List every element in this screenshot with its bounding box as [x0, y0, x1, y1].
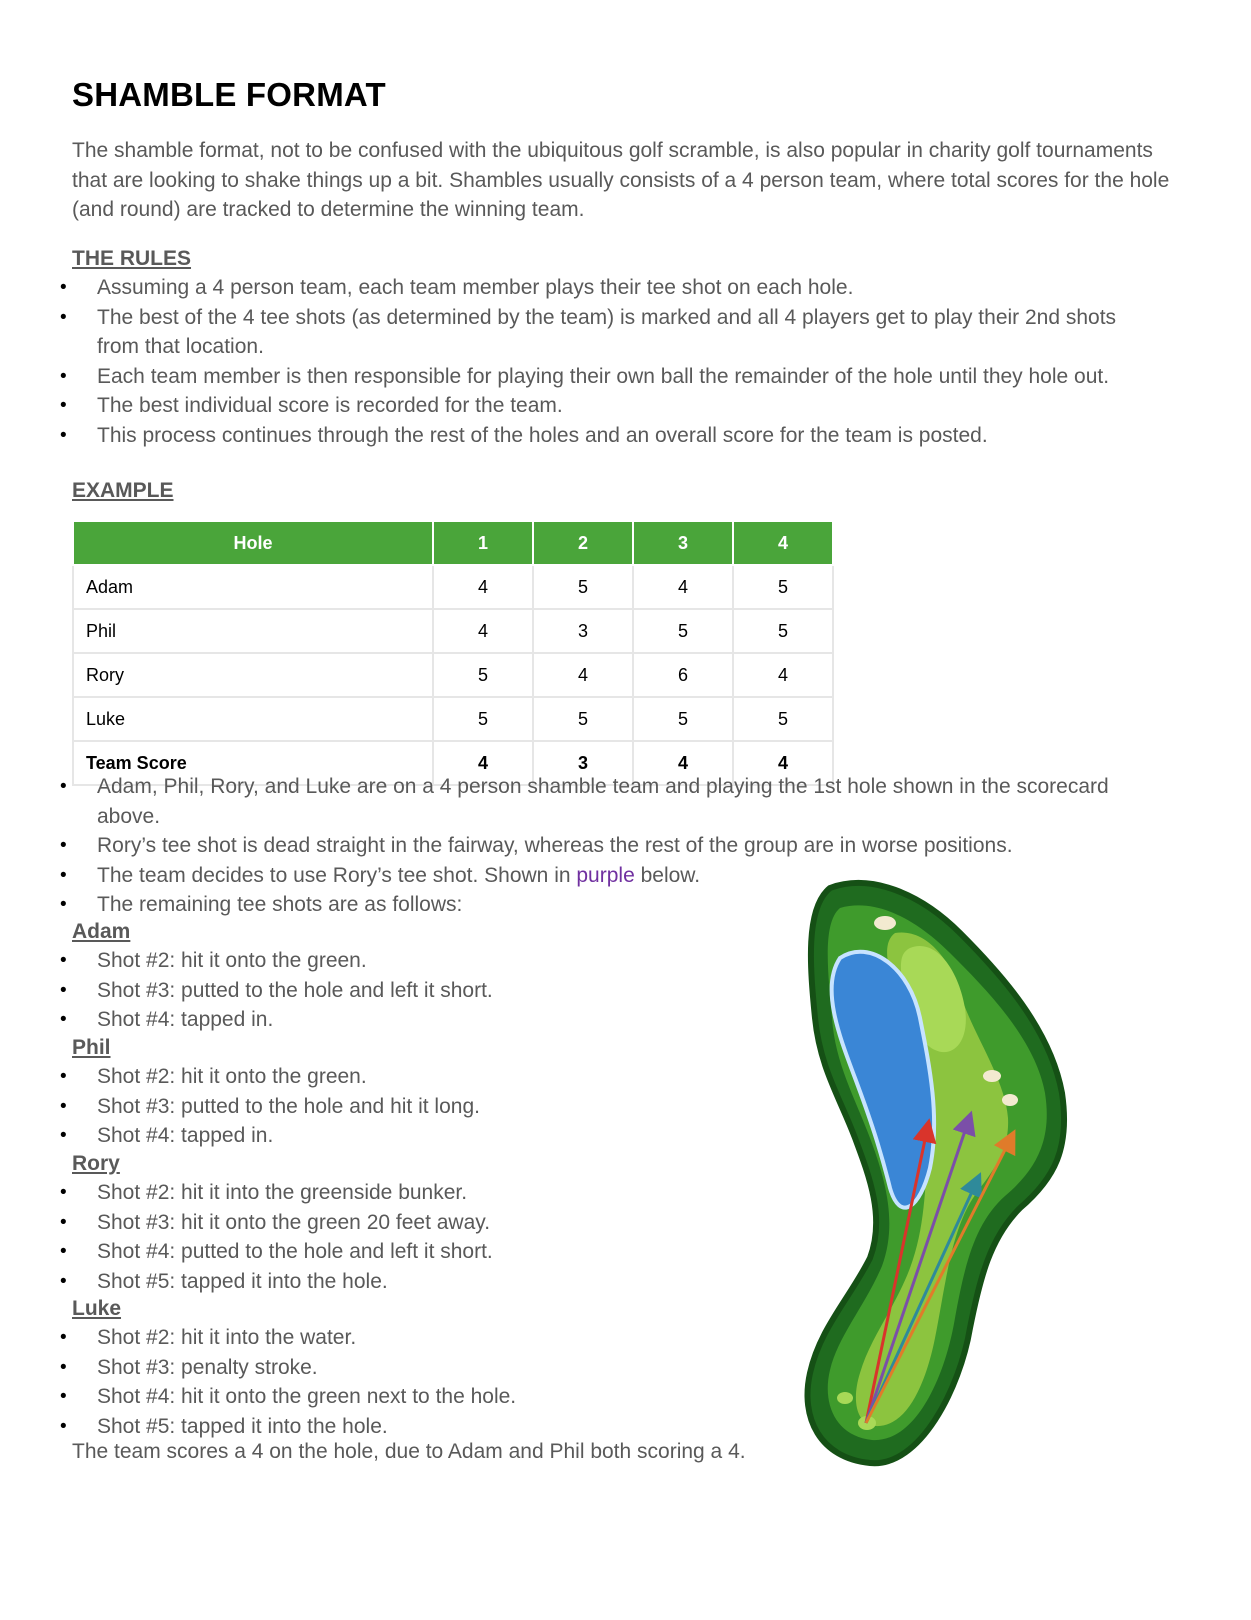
player-heading-luke: Luke: [72, 1297, 122, 1320]
list-item: • The best of the 4 tee shots (as determined by the team) is marked and all 4 players get to play their 2nd shots from that location.: [72, 303, 1162, 362]
header-hole-3: 3: [633, 521, 733, 565]
score-cell: 3: [533, 609, 633, 653]
list-item: • Shot #5: tapped it into the hole.: [72, 1412, 792, 1442]
score-cell: 6: [633, 653, 733, 697]
team-score-label: Team Score: [73, 741, 433, 785]
score-cell: 5: [533, 565, 633, 609]
player-heading-adam: Adam: [72, 920, 131, 943]
list-item: • Shot #2: hit it into the water.: [72, 1323, 792, 1353]
header-hole: Hole: [73, 521, 433, 565]
player-heading-rory: Rory: [72, 1152, 120, 1175]
list-item: • Shot #4: hit it onto the green next to the hole.: [72, 1382, 792, 1412]
rules-heading: THE RULES: [72, 247, 192, 270]
page-title: SHAMBLE FORMAT: [72, 76, 386, 113]
score-cell: 5: [633, 609, 733, 653]
team-score-cell: 3: [533, 741, 633, 785]
table-row: [73, 697, 833, 741]
header-hole-2: 2: [533, 521, 633, 565]
bunker: [983, 1070, 1001, 1082]
list-item: • Adam, Phil, Rory, and Luke are on a 4 person shamble team and playing the 1st hole shown in the scorecard above.: [72, 772, 1172, 831]
list-item: • Rory’s tee shot is dead straight in the fairway, whereas the rest of the group are in worse positions.: [72, 831, 1172, 861]
scorecard-table: [72, 520, 834, 786]
score-cell: 5: [433, 697, 533, 741]
score-cell: 4: [733, 653, 833, 697]
score-cell: 4: [633, 565, 733, 609]
intro-paragraph: The shamble format, not to be confused with the ubiquitous golf scramble, is also popular in charity golf tournaments that are looking to shake things up a bit. Shambles usually consists of a 4 person team, where total scores for the hole (and round) are tracked to determine the winning team.: [72, 139, 1170, 221]
golf-hole-illustration: [800, 878, 1070, 1468]
list-item: • Assuming a 4 person team, each team member plays their tee shot on each hole.: [72, 273, 1162, 303]
list-text: The team decides to use Rory’s tee shot. Shown in: [97, 863, 577, 887]
player-heading-phil: Phil: [72, 1036, 111, 1059]
score-cell: 5: [433, 653, 533, 697]
list-item: • The best individual score is recorded for the team.: [72, 391, 1162, 421]
rules-list: [72, 273, 1162, 450]
list-item: • This process continues through the rest of the holes and an overall score for the team is posted.: [72, 421, 1162, 451]
list-item: • Shot #2: hit it onto the green.: [72, 946, 792, 976]
score-cell: 5: [533, 697, 633, 741]
list-text: below.: [634, 863, 701, 887]
score-cell: 5: [633, 697, 733, 741]
score-cell: 4: [433, 565, 533, 609]
luke-shots-list: [72, 1323, 792, 1441]
table-header-row: [73, 521, 833, 565]
tee-box: [837, 1392, 853, 1404]
bunker: [1002, 1094, 1018, 1106]
list-item: • Shot #4: tapped in.: [72, 1005, 792, 1035]
header-hole-4: 4: [733, 521, 833, 565]
rory-shots-list: [72, 1178, 792, 1296]
list-item: • Shot #2: hit it into the greenside bunker.: [72, 1178, 792, 1208]
team-score-cell: 4: [433, 741, 533, 785]
score-cell: 5: [733, 565, 833, 609]
closing-statement: The team scores a 4 on the hole, due to Adam and Phil both scoring a 4.: [72, 1440, 746, 1463]
list-item: • Shot #3: penalty stroke.: [72, 1353, 792, 1383]
table-row: [73, 565, 833, 609]
list-item: • Shot #3: putted to the hole and hit it long.: [72, 1092, 792, 1122]
header-hole-1: 1: [433, 521, 533, 565]
score-cell: 5: [733, 609, 833, 653]
list-item: • Shot #2: hit it onto the green.: [72, 1062, 792, 1092]
score-cell: 5: [733, 697, 833, 741]
list-item: • Shot #3: hit it onto the green 20 feet away.: [72, 1208, 792, 1238]
table-row: [73, 609, 833, 653]
list-item: • Shot #5: tapped it into the hole.: [72, 1267, 792, 1297]
player-name: Adam: [73, 565, 433, 609]
player-name: Rory: [73, 653, 433, 697]
player-name: Phil: [73, 609, 433, 653]
adam-shots-list: [72, 946, 792, 1035]
list-item: • Shot #3: putted to the hole and left it short.: [72, 976, 792, 1006]
player-name: Luke: [73, 697, 433, 741]
list-item: • The remaining tee shots are as follows:: [72, 890, 1172, 920]
example-heading: EXAMPLE: [72, 479, 174, 502]
list-item: • Each team member is then responsible for playing their own ball the remainder of the hole until they hole out.: [72, 362, 1162, 392]
phil-shots-list: [72, 1062, 792, 1151]
list-item: • Shot #4: putted to the hole and left it short.: [72, 1237, 792, 1267]
list-item: • Shot #4: tapped in.: [72, 1121, 792, 1151]
score-cell: 4: [433, 609, 533, 653]
team-score-cell: 4: [733, 741, 833, 785]
team-score-cell: 4: [633, 741, 733, 785]
score-cell: 4: [533, 653, 633, 697]
table-row: [73, 653, 833, 697]
purple-highlight: purple: [576, 863, 635, 887]
bunker: [874, 916, 896, 930]
